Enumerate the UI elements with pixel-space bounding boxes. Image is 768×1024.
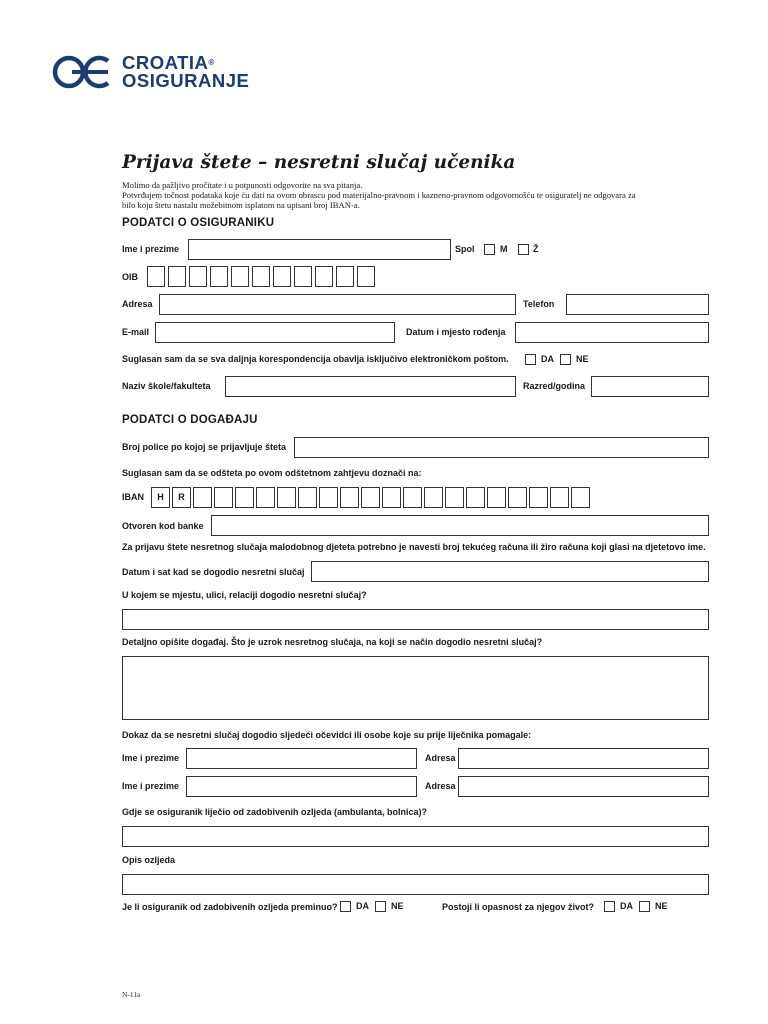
witness2-name-input[interactable] — [186, 776, 417, 797]
iban-digit-cell[interactable] — [193, 487, 212, 508]
oib-digit-cell[interactable] — [315, 266, 333, 287]
iban-digit-cell[interactable] — [235, 487, 254, 508]
minor-note: Za prijavu štete nesretnog slučaja malodobnog djeteta potrebno je navesti broj tekućeg računa ili žiro računa koji glasi na djetetovo ime. — [122, 542, 706, 552]
injury-input[interactable] — [122, 874, 709, 895]
danger-no-checkbox[interactable] — [639, 901, 650, 912]
oib-digit-cell[interactable] — [147, 266, 165, 287]
witness2-name-label: Ime i prezime — [122, 781, 180, 791]
email-consent-no-checkbox[interactable] — [560, 354, 571, 365]
phone-input[interactable] — [566, 294, 709, 315]
describe-textarea[interactable] — [122, 656, 709, 720]
iban-digit-cell[interactable] — [319, 487, 338, 508]
birth-input[interactable] — [515, 322, 709, 343]
died-label: Je li osiguranik od zadobivenih ozljeda preminuo? — [122, 902, 338, 912]
section-heading-event: PODATCI O DOGAĐAJU — [122, 414, 258, 426]
danger-yes-label: DA — [620, 901, 633, 911]
oib-digit-cell[interactable] — [336, 266, 354, 287]
witness2-address-label: Adresa — [425, 781, 456, 791]
iban-digit-cell[interactable] — [445, 487, 464, 508]
iban-label: IBAN — [122, 492, 144, 502]
gender-f-checkbox[interactable] — [518, 244, 529, 255]
iban-digit-cell[interactable] — [256, 487, 275, 508]
iban-digit-cell[interactable] — [277, 487, 296, 508]
witness1-address-input[interactable] — [458, 748, 709, 769]
email-input[interactable] — [155, 322, 395, 343]
iban-digit-cell[interactable] — [214, 487, 233, 508]
policy-label: Broj police po kojoj se prijavljuje šteta — [122, 442, 287, 452]
iban-digit-cell[interactable] — [508, 487, 527, 508]
oib-digit-cell[interactable] — [273, 266, 291, 287]
died-no-checkbox[interactable] — [375, 901, 386, 912]
iban-digit-cell[interactable] — [550, 487, 569, 508]
injury-label: Opis ozljeda — [122, 855, 176, 865]
iban-prefix-cell: R — [172, 487, 191, 508]
form-title: Prijava štete – nesretni slučaj učenika — [122, 152, 516, 173]
place-label: U kojem se mjestu, ulici, relaciji dogodio nesretni slučaj? — [122, 590, 367, 600]
grade-input[interactable] — [591, 376, 709, 397]
iban-digit-cell[interactable] — [529, 487, 548, 508]
witness-label: Dokaz da se nesretni slučaj dogodio sljedeći očevidci ili osobe koje su prije liječnika pomagale: — [122, 730, 532, 740]
croatia-logo-icon — [52, 55, 112, 89]
datetime-input[interactable] — [311, 561, 709, 582]
witness1-address-label: Adresa — [425, 753, 456, 763]
iban-digit-cell[interactable] — [298, 487, 317, 508]
iban-digit-cell[interactable] — [361, 487, 380, 508]
oib-digit-cell[interactable] — [210, 266, 228, 287]
iban-digit-cell[interactable] — [571, 487, 590, 508]
grade-label: Razred/godina — [523, 381, 586, 391]
iban-digit-cell[interactable] — [466, 487, 485, 508]
iban-prefix-cell: H — [151, 487, 170, 508]
iban-digit-cell[interactable] — [340, 487, 359, 508]
gender-f-label: Ž — [533, 244, 539, 254]
iban-digit-cell[interactable] — [403, 487, 422, 508]
bank-input[interactable] — [211, 515, 709, 536]
email-consent-yes-label: DA — [541, 354, 554, 364]
oib-digit-cell[interactable] — [189, 266, 207, 287]
danger-no-label: NE — [655, 901, 668, 911]
witness2-address-input[interactable] — [458, 776, 709, 797]
name-input[interactable] — [188, 239, 451, 260]
payment-consent-text: Suglasan sam da se odšteta po ovom odštetnom zahtjevu doznači na: — [122, 468, 422, 478]
oib-digit-cell[interactable] — [231, 266, 249, 287]
witness1-name-label: Ime i prezime — [122, 753, 180, 763]
place-input[interactable] — [122, 609, 709, 630]
gender-m-label: M — [500, 244, 508, 254]
oib-digit-cell[interactable] — [252, 266, 270, 287]
email-label: E-mail — [122, 327, 150, 337]
witness1-name-input[interactable] — [186, 748, 417, 769]
oib-digit-cell[interactable] — [294, 266, 312, 287]
describe-label: Detaljno opišite događaj. Što je uzrok nesretnog slučaja, na koji se način dogodio nesretni slučaj? — [122, 637, 543, 647]
phone-label: Telefon — [523, 299, 555, 309]
name-label: Ime i prezime — [122, 244, 180, 254]
intro-line-2: Potvrđujem točnost podataka koje ću dati na ovom obrascu pod materijalno-pravnom i kazneno-pravnom odgovornošću te osiguratelj ne odgovara za — [122, 190, 636, 200]
danger-label: Postoji li opasnost za njegov život? — [442, 902, 595, 912]
died-yes-label: DA — [356, 901, 369, 911]
school-label: Naziv škole/fakulteta — [122, 381, 211, 391]
logo-line1: CROATIA® — [122, 52, 215, 73]
intro-line-3: bilo koju štetu nastalu možebitnom isplatom na upisani broj IBAN-a. — [122, 200, 360, 210]
oib-digit-cell[interactable] — [168, 266, 186, 287]
treatment-label: Gdje se osiguranik liječio od zadobivenih ozljeda (ambulanta, bolnica)? — [122, 807, 428, 817]
address-label: Adresa — [122, 299, 153, 309]
address-input[interactable] — [159, 294, 516, 315]
iban-digit-cell[interactable] — [424, 487, 443, 508]
oib-label: OIB — [122, 272, 139, 282]
gender-m-checkbox[interactable] — [484, 244, 495, 255]
email-consent-yes-checkbox[interactable] — [525, 354, 536, 365]
email-consent-text: Suglasan sam da se sva daljnja korespondencija obavlja isključivo elektroničkom poštom. — [122, 354, 509, 364]
intro-line-1: Molimo da pažljivo pročitate i u potpunosti odgovorite na sva pitanja. — [122, 180, 363, 190]
danger-yes-checkbox[interactable] — [604, 901, 615, 912]
treatment-input[interactable] — [122, 826, 709, 847]
section-heading-insured: PODATCI O OSIGURANIKU — [122, 217, 275, 229]
school-input[interactable] — [225, 376, 516, 397]
died-yes-checkbox[interactable] — [340, 901, 351, 912]
bank-label: Otvoren kod banke — [122, 521, 204, 531]
oib-digit-cell[interactable] — [357, 266, 375, 287]
died-no-label: NE — [391, 901, 404, 911]
gender-label: Spol — [455, 244, 475, 254]
datetime-label: Datum i sat kad se dogodio nesretni slučaj — [122, 567, 305, 577]
logo-line2: OSIGURANJE — [122, 70, 250, 91]
birth-label: Datum i mjesto rođenja — [406, 327, 506, 337]
email-consent-no-label: NE — [576, 354, 589, 364]
iban-digit-cell[interactable] — [487, 487, 506, 508]
iban-digit-cell[interactable] — [382, 487, 401, 508]
policy-input[interactable] — [294, 437, 709, 458]
form-code: N-11a — [122, 990, 141, 999]
